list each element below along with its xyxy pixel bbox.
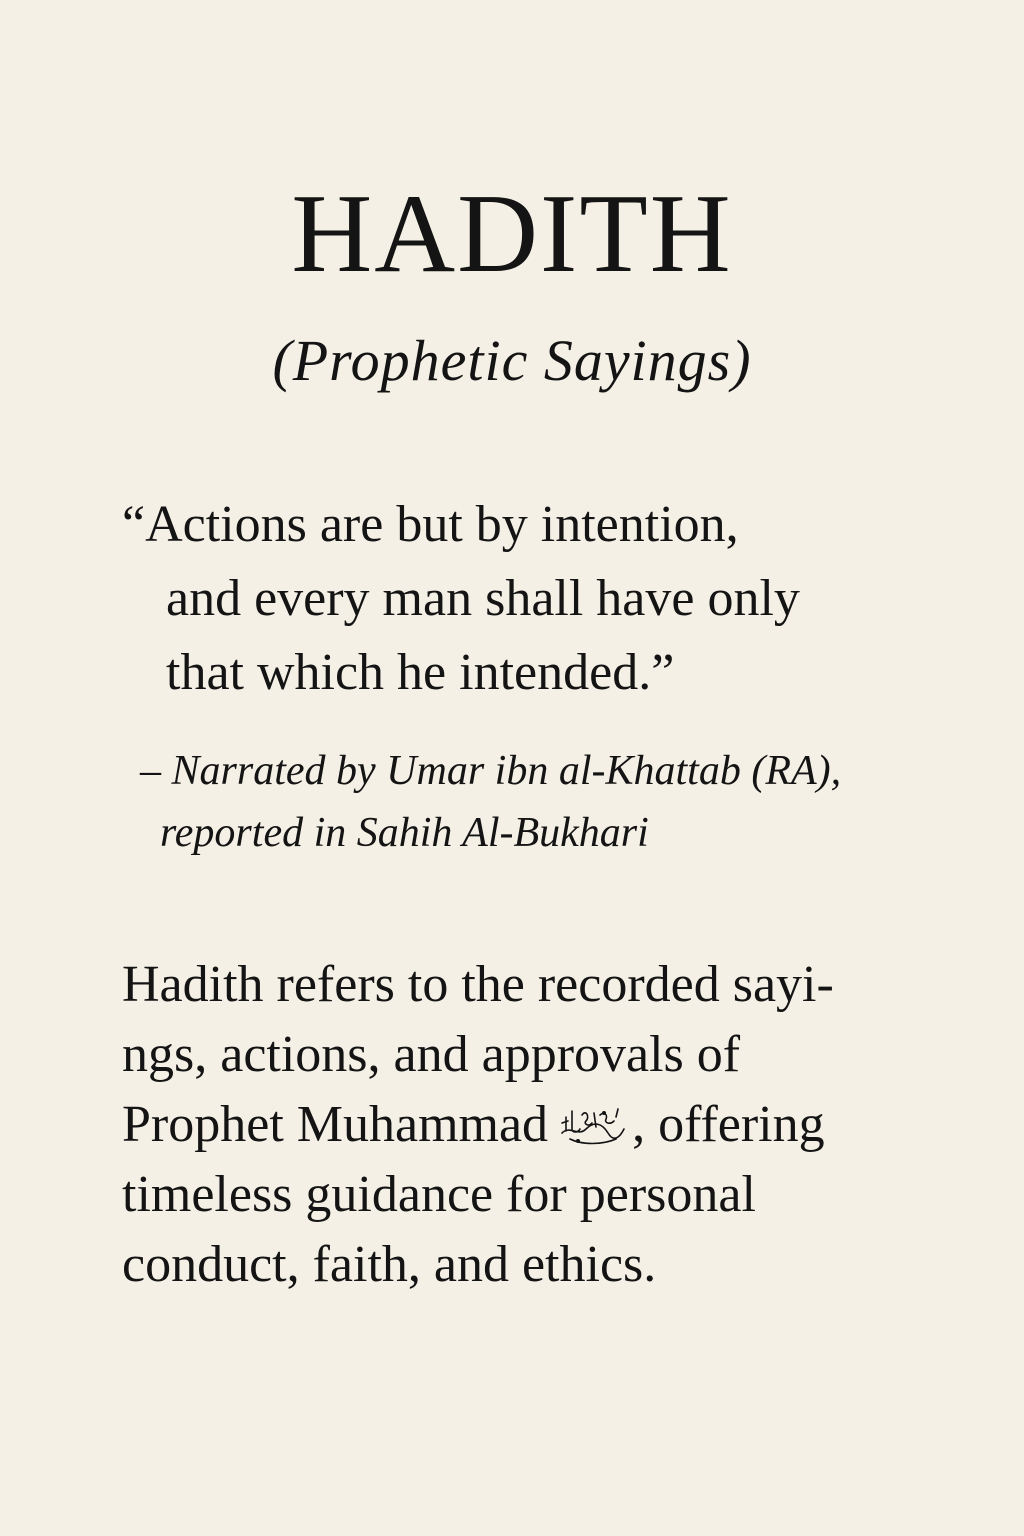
description-paragraph	[122, 950, 922, 1300]
attribution-line: reported in Sahih Al-Bukhari	[160, 810, 649, 856]
hadith-quote	[122, 488, 982, 710]
description-line	[122, 1090, 922, 1160]
description-text: , offering	[632, 1096, 825, 1153]
quote-line: “Actions are but by intention,	[122, 496, 739, 553]
quote-line: and every man shall have only	[166, 570, 800, 627]
quote-attribution	[140, 740, 1010, 864]
description-text: Prophet Muhammad	[122, 1096, 549, 1153]
page-title: HADITH	[291, 172, 733, 296]
description-line: ngs, actions, and approvals of	[122, 1026, 741, 1083]
description-line: conduct, faith, and ethics.	[122, 1236, 657, 1293]
attribution-line: – Narrated by Umar ibn al-Khattab (RA),	[140, 748, 842, 794]
description-line: Hadith refers to the recorded sayi-	[122, 956, 834, 1013]
description-line: timeless guidance for personal	[122, 1166, 756, 1223]
page-subtitle: (Prophetic Sayings)	[272, 328, 752, 393]
quote-line: that which he intended.”	[166, 644, 675, 701]
calligraphy-honorific-icon	[556, 1103, 628, 1147]
